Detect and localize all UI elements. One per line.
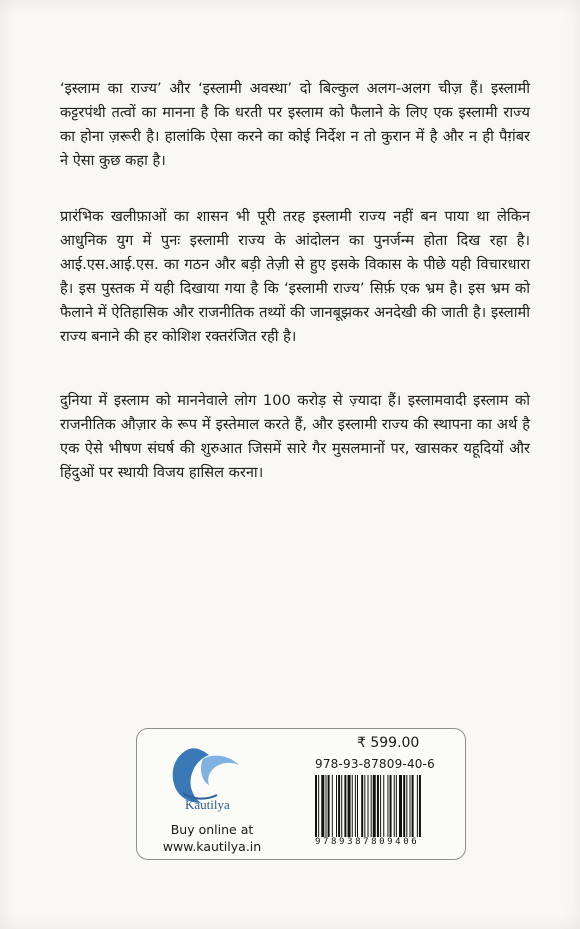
barcode-bar <box>328 775 330 837</box>
barcode-bar <box>377 775 379 837</box>
blurb-paragraph-2: प्रारंभिक खलीफ़ाओं का शासन भी पूरी तरह इस्लामी राज्य नहीं बन पाया था लेकिन आधुनिक युग में पुनः इस्लामी राज्य के आंदोलन का पुनर्जन्म होता दिख रहा है। आई.एस.आई.एस. का गठन और बड़ी तेज़ी से हुए इसके विकास के पीछे यही विचारधारा है। इस पुस्तक में यही दिखाया गया है कि ‘इस्लामी राज्य’ सिर्फ़ एक भ्रम है। इस भ्रम को फैलाने में ऐतिहासिक और राजनीतिक तथ्यों की जानबूझकर अनदेखी की जाती है। इस्लामी राज्य बनाने की हर कोशिश रक्तरंजित रही है। <box>60 207 530 345</box>
barcode-bar <box>417 775 418 837</box>
blurb-paragraph-3: दुनिया में इस्लाम को माननेवाले लोग 100 करोड़ से ज़्यादा हैं। इस्लामवादी इस्लाम को राजनीतिक औज़ार के रूप में इस्तेमाल करते हैं, और इस्लामी राज्य की स्थापना का अर्थ है एक ऐसे भीषण संघर्ष की शुरुआत जिसमें सारे गैर मुसलमानों पर, खासकर यहूदियों और हिंदुओं पर स्थायी विजय हासिल करना। <box>60 391 530 481</box>
barcode-bar <box>341 775 342 837</box>
barcode-bar <box>332 775 333 837</box>
price-label: ₹ 599.00 <box>357 735 420 751</box>
barcode-bar <box>338 775 340 837</box>
barcode-bar <box>364 775 365 837</box>
barcode-bar <box>412 775 414 837</box>
barcode-bar <box>357 775 358 837</box>
barcode-bar <box>406 775 407 837</box>
publisher-name: Kautilya <box>185 797 230 812</box>
barcode-bar <box>419 775 421 837</box>
barcode-bar <box>355 775 356 837</box>
publisher-info-box <box>136 728 466 860</box>
barcode-bar <box>396 775 397 837</box>
barcode-bar <box>390 775 392 837</box>
barcode-bar <box>344 775 346 837</box>
barcode-bar <box>394 775 395 837</box>
barcode-bar <box>352 775 353 837</box>
barcode-bar <box>326 775 327 837</box>
barcode-bar <box>368 775 369 837</box>
barcode-bar <box>321 775 324 837</box>
buy-online-text <box>147 821 277 855</box>
barcode-bar <box>403 775 405 837</box>
barcode-bar <box>336 775 337 837</box>
barcode-bar <box>387 775 388 837</box>
barcode-bar <box>380 775 381 837</box>
barcode-bar <box>318 775 319 837</box>
buy-online-label: Buy online at <box>170 822 254 837</box>
barcode-bar <box>383 775 384 837</box>
barcode-bar <box>399 775 402 837</box>
website-link[interactable]: www.kautilya.in <box>162 839 262 854</box>
barcode-digits: 9789387809406 <box>315 837 420 847</box>
barcode-bar <box>373 775 376 837</box>
isbn-label: 978-93-87809-40-6 <box>315 757 435 771</box>
blurb-paragraph-1: ‘इस्लाम का राज्य’ और ‘इस्लामी अवस्था’ दो बिल्कुल अलग-अलग चीज़ हैं। इस्लामी कट्टरपंथी तत्वों का मानना है कि धरती पर इस्लाम को फैलाने के लिए एक इस्लामी राज्य का होना ज़रूरी है। हालांकि ऐसा करने का कोई निर्देश न तो कुरान में है और न ही पैग़ंबर ने ऐसा कुछ कहा है। <box>60 79 530 169</box>
barcode-bar <box>361 775 363 837</box>
barcode-bar <box>371 775 372 837</box>
barcode-bar <box>410 775 411 837</box>
barcode-bar <box>315 775 317 837</box>
barcode <box>313 775 459 841</box>
barcode-bar <box>348 775 351 837</box>
